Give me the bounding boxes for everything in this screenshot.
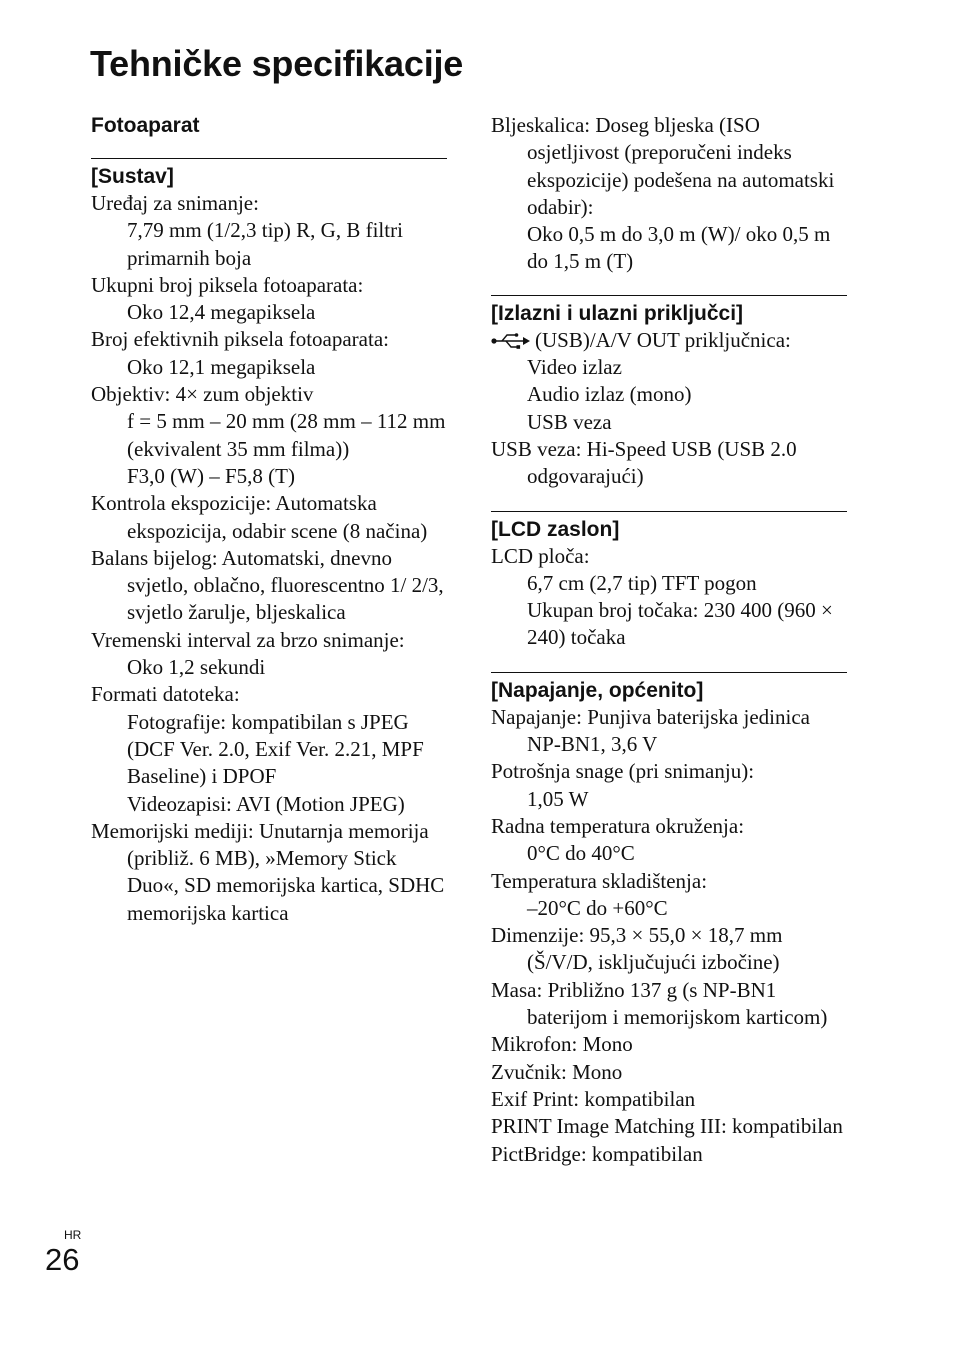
spec-value: 7,79 mm (1/2,3 tip) R, G, B filtri primarnih boja xyxy=(127,218,403,270)
usb-av-out-spec xyxy=(491,327,847,354)
spec-value: Oko 0,5 m do 3,0 m (W)/ oko 0,5 m do 1,5 m (T) xyxy=(527,222,831,274)
page-title: Tehničke specifikacije xyxy=(90,43,464,84)
section-heading-camera: Fotoaparat xyxy=(91,114,200,137)
lcd-section-title: [LCD zaslon] xyxy=(491,517,620,541)
spec-label: Memorijski mediji: Unutarnja memorija (približ. 6 MB), »Memory Stick Duo«, SD memorijska kartica, SDHC memorijska kartica xyxy=(91,818,445,925)
spec-label: Radna temperatura okruženja: xyxy=(491,813,745,838)
spec-label: Napajanje: Punjiva baterijska jedinica xyxy=(491,704,810,729)
page-number: 26 xyxy=(45,1242,80,1277)
spec-value: 0°C do 40°C xyxy=(527,841,635,866)
spec-label: Exif Print: kompatibilan xyxy=(491,1086,696,1111)
spec-label: Formati datoteka: xyxy=(91,682,240,707)
spec-label: Dimenzije: 95,3 × 55,0 × 18,7 mm (Š/V/D, isključujući izbočine) xyxy=(491,923,783,975)
right-column xyxy=(491,112,847,1168)
spec-label: LCD ploča: xyxy=(491,543,590,568)
spec-label: Masa: Približno 137 g (s NP-BN1 baterijom i memorijskom karticom) xyxy=(491,977,828,1030)
spec-value: Oko 1,2 sekundi xyxy=(127,655,266,680)
spec-value: Ukupan broj točaka: 230 400 (960 × 240) točaka xyxy=(527,598,833,650)
spec-value: F3,0 (W) – F5,8 (T) xyxy=(127,463,295,488)
power-section xyxy=(491,672,847,1168)
spec-label: PictBridge: kompatibilan xyxy=(491,1141,703,1166)
spec-value: –20°C do +60°C xyxy=(527,895,668,920)
system-section xyxy=(91,158,447,927)
spec-label: Vremenski interval za brzo snimanje: xyxy=(91,627,405,652)
usb-icon xyxy=(491,333,531,349)
spec-value: Video izlaz xyxy=(527,355,622,380)
spec-label: Bljeskalica: Doseg bljeska (ISO osjetljivost (preporučeni indeks ekspozicije) podešena na automatski odabir): xyxy=(491,113,835,219)
spec-value: 6,7 cm (2,7 tip) TFT pogon xyxy=(527,570,757,595)
spec-label: Zvučnik: Mono xyxy=(491,1059,623,1084)
io-section xyxy=(491,295,847,491)
spec-label: Kontrola ekspozicije: Automatska ekspozicija, odabir scene (8 načina) xyxy=(91,491,428,543)
spec-value: USB veza xyxy=(527,409,612,434)
left-column xyxy=(91,112,447,927)
spec-value: Oko 12,4 megapiksela xyxy=(127,300,316,325)
spec-value: f = 5 mm – 20 mm (28 mm – 112 mm (ekvivalent 35 mm filma)) xyxy=(127,409,446,461)
system-spec-list xyxy=(91,190,447,927)
spec-label: Temperatura skladištenja: xyxy=(491,868,708,893)
spec-label: Objektiv: 4× zum objektiv xyxy=(91,382,314,407)
spec-value: Audio izlaz (mono) xyxy=(527,382,692,407)
spec-value: Fotografije: kompatibilan s JPEG (DCF Ver. 2.0, Exif Ver. 2.21, MPF Baseline) i DPOF xyxy=(127,709,424,789)
spec-value: Videozapisi: AVI (Motion JPEG) xyxy=(127,791,405,816)
spec-value: NP-BN1, 3,6 V xyxy=(527,732,658,757)
spec-label: Potrošnja snage (pri snimanju): xyxy=(491,759,755,784)
flash-spec xyxy=(491,112,847,276)
spec-label: PRINT Image Matching III: kompatibilan xyxy=(491,1114,843,1139)
lcd-section xyxy=(491,511,847,652)
spec-label: Balans bijelog: Automatski, dnevno svjetlo, oblačno, fluorescentno 1/ 2/3, svjetlo žarulje, bljeskalica xyxy=(91,545,444,625)
language-code: HR xyxy=(64,1228,82,1242)
spec-value: Oko 12,1 megapiksela xyxy=(127,354,316,379)
system-section-title: [Sustav] xyxy=(91,165,174,188)
usb-av-out-label: (USB)/A/V OUT priključnica: xyxy=(535,327,791,352)
spec-label: Uređaj za snimanje: xyxy=(91,191,259,215)
spec-label: Broj efektivnih piksela fotoaparata: xyxy=(91,327,389,352)
spec-label: Ukupni broj piksela fotoaparata: xyxy=(91,272,364,297)
usb-connection-spec: USB veza: Hi-Speed USB (USB 2.0 odgovarajući) xyxy=(491,436,797,489)
power-section-title: [Napajanje, općenito] xyxy=(491,678,704,702)
spec-value: 1,05 W xyxy=(527,786,589,811)
io-section-title: [Izlazni i ulazni priključci] xyxy=(491,301,744,325)
power-spec-list xyxy=(491,704,847,1168)
spec-label: Mikrofon: Mono xyxy=(491,1032,633,1057)
